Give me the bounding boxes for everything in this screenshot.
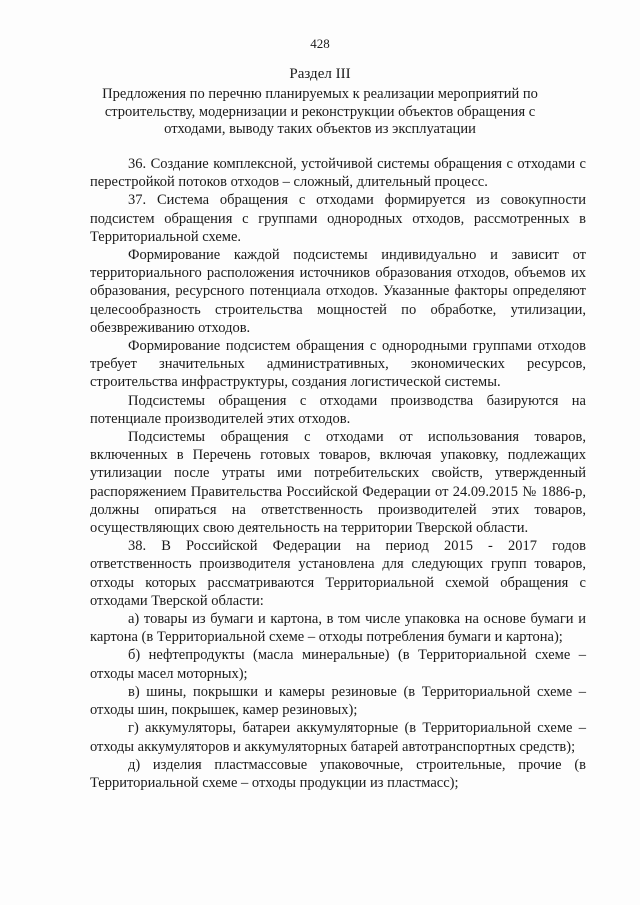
list-item-v: в) шины, покрышки и камеры резиновые (в Территориальной схеме – отходы шин, покрышек, камер резиновых); xyxy=(90,683,586,719)
paragraph-38: 38. В Российской Федерации на период 2015 - 2017 годов ответственность производителя установлена для следующих групп товаров, отходы которых рассматриваются Территориальной схемой обращения с отходами Тверской области: xyxy=(90,538,586,609)
paragraph: Формирование каждой подсистемы индивидуально и зависит от территориального расположения источников образования отходов, объемов их образования, ресурсного потенциала отходов. Указанные факторы определяют целесообразность строительства мощностей по обработке, утилизации, обезвреживанию отходов. xyxy=(90,247,586,336)
section-title: Раздел III xyxy=(289,66,351,82)
paragraph-37: 37. Система обращения с отходами формируется из совокупности подсистем обращения с группами однородных отходов, рассмотренных в Территориальной схеме. xyxy=(90,192,586,245)
section-heading: Предложения по перечню планируемых к реализации мероприятий по строительству, модернизации и реконструкции объектов обращения с отходами, выводу таких объектов из эксплуатации xyxy=(102,86,538,137)
list-item-b: б) нефтепродукты (масла минеральные) (в Территориальной схеме – отходы масел моторных); xyxy=(90,647,586,682)
list-item-d: д) изделия пластмассовые упаковочные, строительные, прочие (в Территориальной схеме – отходы продукции из пластмасс); xyxy=(90,756,586,791)
document-body xyxy=(90,155,586,792)
paragraph: Подсистемы обращения с отходами от использования товаров, включенных в Перечень готовых товаров, включая упаковку, подлежащих утилизации после утраты ими потребительских свойств, утвержденный распоряжением Правительства Российской Федерации от 24.09.2015 № 1886-р, должны опираться на ответственность производителей этих товаров, осуществляющих свою деятельность на территории Тверской области. xyxy=(90,429,586,537)
paragraph: Формирование подсистем обращения с однородными группами отходов требует значительных административных, экономических ресурсов, строительства инфраструктуры, создания логистической системы. xyxy=(90,338,586,391)
list-item-g: г) аккумуляторы, батареи аккумуляторные (в Территориальной схеме – отходы аккумуляторов и аккумуляторных батарей автотранспортных средств); xyxy=(90,720,586,755)
paragraph: Подсистемы обращения с отходами производства базируются на потенциале производителей этих отходов. xyxy=(90,392,586,427)
paragraph-36: 36. Создание комплексной, устойчивой системы обращения с отходами с перестройкой потоков отходов – сложный, длительный процесс. xyxy=(90,156,586,191)
page-number: 428 xyxy=(310,36,330,51)
list-item-a: а) товары из бумаги и картона, в том числе упаковка на основе бумаги и картона (в Территориальной схеме – отходы потребления бумаги и картона); xyxy=(90,611,586,646)
